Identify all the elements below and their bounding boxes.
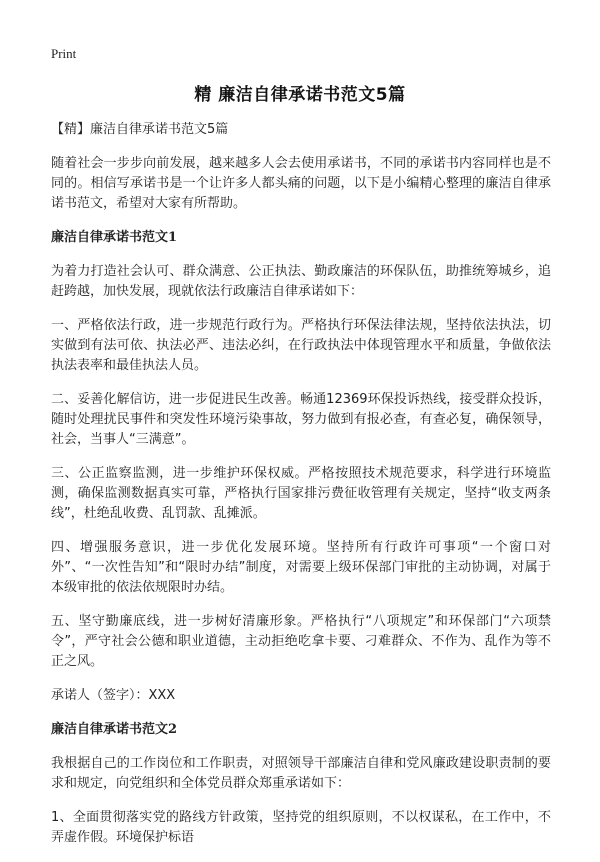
- section-heading-1: 廉洁自律承诺书范文1: [51, 230, 178, 245]
- paragraph: 二、妥善化解信访，进一步促进民生改善。畅通12369环保投诉热线，接受群众投诉，随时处理扰民事件和突发性环境污染事故，努力做到有报必查，有查必复，确保领导，社会，当事人“三满意”。: [51, 392, 551, 447]
- paragraph: 五、坚守勤廉底线，进一步树好清廉形象。严格执行“八项规定”和环保部门“六项禁令”，严守社会公德和职业道德，主动拒绝吃拿卡要、刁难群众、不作为、乱作为等不正之风。: [51, 614, 551, 669]
- paragraph: 为着力打造社会认可、群众满意、公正执法、勤政廉洁的环保队伍，助推统筹城乡，追赶跨越，加快发展，现就依法行政廉洁自律承诺如下：: [51, 264, 551, 299]
- section-heading-2: 廉洁自律承诺书范文2: [51, 722, 178, 737]
- paragraph: 我根据自己的工作岗位和工作职责，对照领导干部廉洁自律和党风廉政建设职责制的要求和规定，向党组织和全体党员群众郑重承诺如下：: [51, 756, 551, 791]
- print-label[interactable]: Print: [51, 46, 77, 61]
- paragraph: 1、全面贯彻落实党的路线方针政策，坚持党的组织原则，不以权谋私，在工作中，不弄虚作假。环境保护标语: [51, 810, 551, 845]
- intro-paragraph: 随着社会一步步向前发展，越来越多人会去使用承诺书，不同的承诺书内容同样也是不同的。相信写承诺书是一个让许多人都头痛的问题，以下是小编精心整理的廉洁自律承诺书范文，希望对大家有所帮助。: [51, 156, 551, 211]
- signature-line: 承诺人（签字）：XXX: [51, 688, 176, 703]
- paragraph: 三、公正监察监测，进一步维护环保权威。严格按照技术规范要求，科学进行环境监测，确保监测数据真实可靠，严格执行国家排污费征收管理有关规定，坚持“收支两条线”，杜绝乱收费、乱罚款、乱摊派。: [51, 466, 551, 521]
- paragraph: 四、增强服务意识，进一步优化发展环境。坚持所有行政许可事项“一个窗口对外”、“一次性告知”和“限时办结”制度，对需要上级环保部门审批的主动协调，对属于本级审批的依法依规限时办结。: [51, 540, 551, 595]
- paragraph: 一、严格依法行政，进一步规范行政行为。严格执行环保法律法规，坚持依法执法，切实做到有法可依、执法必严、违法必纠，在行政执法中体现管理水平和质量，争做依法执法表率和最佳执法人员。: [51, 318, 551, 373]
- document-subtitle: 【精】廉洁自律承诺书范文5篇: [51, 122, 229, 137]
- page-title: 精 廉洁自律承诺书范文5篇: [194, 85, 406, 105]
- document-body: [51, 120, 551, 862]
